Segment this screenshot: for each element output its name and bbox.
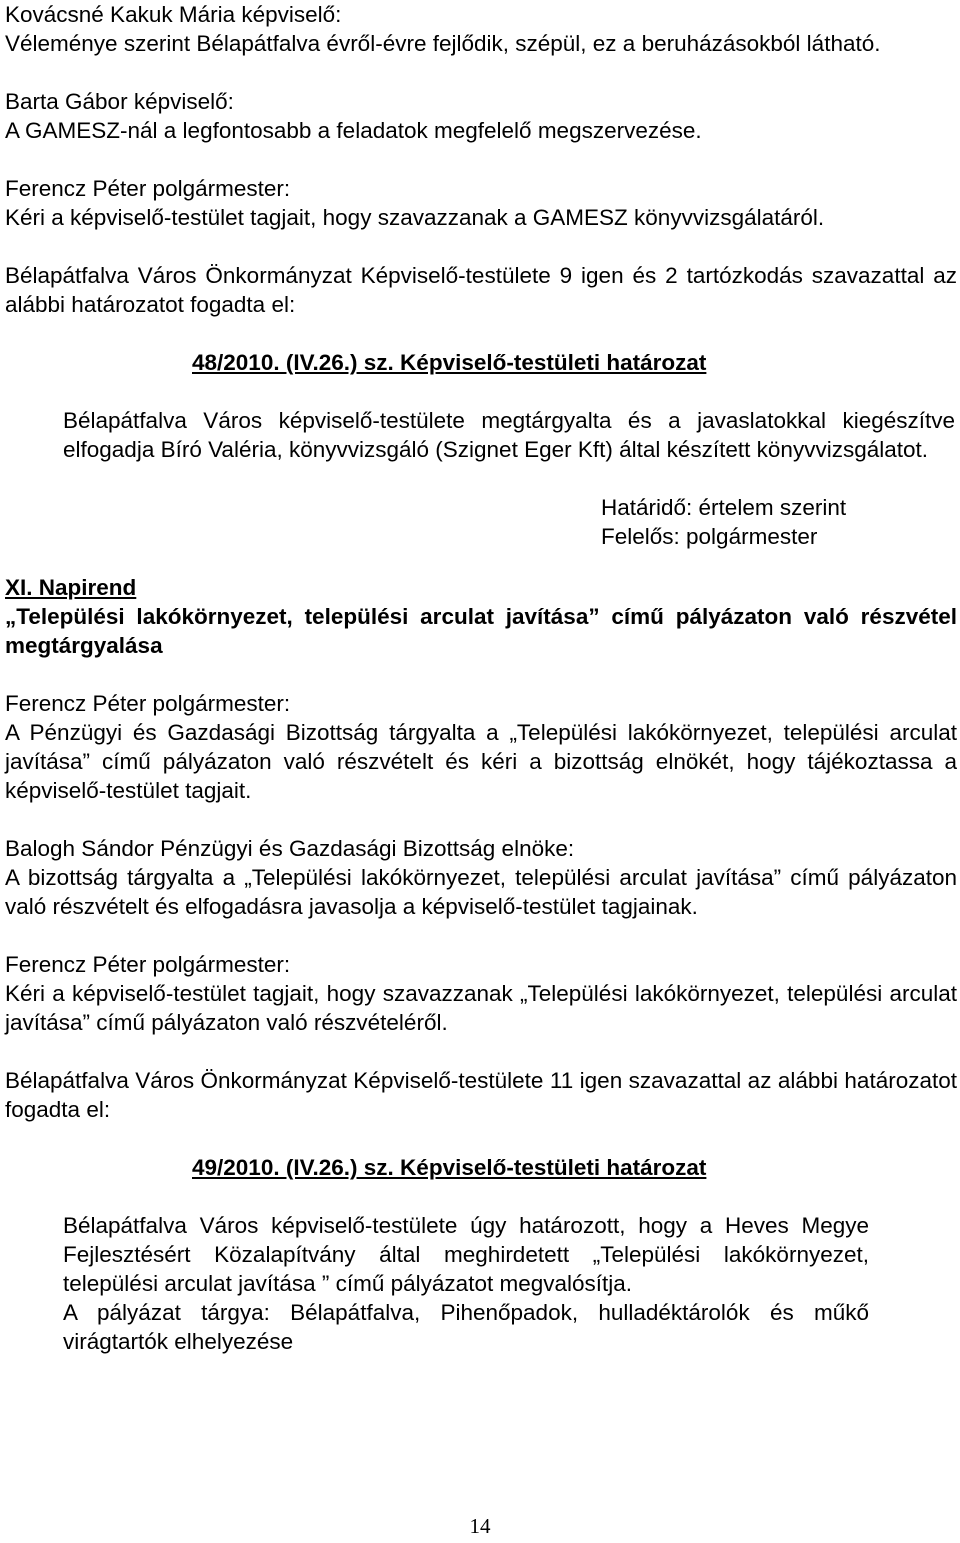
paragraph-gap (5, 921, 957, 950)
document-page (5, 0, 957, 1356)
paragraph-gap (5, 145, 957, 174)
paragraph-gap (5, 464, 957, 493)
speaker-line: Barta Gábor képviselő: (5, 89, 234, 114)
paragraph-gap (5, 58, 957, 87)
page-number: 14 (469, 1514, 491, 1538)
paragraph-gap (5, 805, 957, 834)
statement-text: Kéri a képviselő-testület tagjait, hogy szavazzanak a GAMESZ könyvvizsgálatáról. (5, 205, 825, 230)
paragraph-gap (5, 232, 957, 261)
agenda-number (5, 573, 957, 602)
paragraph-gap (5, 1124, 957, 1153)
resolution-responsible: Felelős: polgármester (601, 524, 818, 549)
statement-text: Véleménye szerint Bélapátfalva évről-évre fejlődik, szépül, ez a beruházásokból látható. (5, 31, 881, 56)
agenda-number-text: XI. Napirend (5, 575, 137, 600)
paragraph-gap (5, 660, 957, 689)
resolution-deadline: Határidő: értelem szerint (601, 495, 847, 520)
resolution-body: Bélapátfalva Város képviselő-testülete úgy határozott, hogy a Heves Megye Fejlesztésért Közalapítvány által meghirdetett „Települési lakókörnyezet, települési arculat javítása ” című pályázatot megvalósítja. (63, 1213, 869, 1296)
paragraph-gap (5, 551, 957, 573)
vote-statement: Bélapátfalva Város Önkormányzat Képviselő-testülete 11 igen szavazattal az alábbi határozatot fogadta el: (5, 1068, 957, 1122)
vote-statement: Bélapátfalva Város Önkormányzat Képviselő-testülete 9 igen és 2 tartózkodás szavazattal az alábbi határozatot fogadta el: (5, 263, 957, 317)
paragraph-gap (5, 377, 957, 406)
speaker-line: Balogh Sándor Pénzügyi és Gazdasági Bizottság elnöke: (5, 836, 575, 861)
speaker-line: Ferencz Péter polgármester: (5, 691, 291, 716)
statement-text: Kéri a képviselő-testület tagjait, hogy szavazzanak „Települési lakókörnyezet, települési arculat javítása” című pályázaton való részvételéről. (5, 981, 957, 1035)
resolution-title: 48/2010. (IV.26.) sz. Képviselő-testületi határozat (192, 350, 707, 375)
resolution-body: Bélapátfalva Város képviselő-testülete megtárgyalta és a javaslatokkal kiegészítve elfogadja Bíró Valéria, könyvvizsgáló (Szignet Eger Kft) által készített könyvvizsgálatot. (63, 408, 955, 462)
statement-text: A GAMESZ-nál a legfontosabb a feladatok megfelelő megszervezése. (5, 118, 702, 143)
statement-text: A Pénzügyi és Gazdasági Bizottság tárgyalta a „Települési lakókörnyezet, települési arculat javítása” című pályázaton való részvételt és kéri a bizottság elnökét, hogy tájékoztassa a képviselő-testület tagjait. (5, 720, 957, 803)
paragraph-gap (5, 319, 957, 348)
resolution-subject: A pályázat tárgya: Bélapátfalva, Pihenőpadok, hulladéktárolók és műkő virágtartók elhelyezése (63, 1300, 869, 1354)
statement-text: A bizottság tárgyalta a „Települési lakókörnyezet, települési arculat javítása” című pályázaton való részvételt és elfogadásra javasolja a képviselő-testület tagjainak. (5, 865, 957, 919)
paragraph-gap (5, 1182, 957, 1211)
speaker-line: Kovácsné Kakuk Mária képviselő: (5, 2, 342, 27)
paragraph-gap (5, 1037, 957, 1066)
speaker-line: Ferencz Péter polgármester: (5, 952, 291, 977)
resolution-title: 49/2010. (IV.26.) sz. Képviselő-testületi határozat (192, 1155, 707, 1180)
speaker-line: Ferencz Péter polgármester: (5, 176, 291, 201)
agenda-title: „Települési lakókörnyezet, települési arculat javítása” című pályázaton való részvétel megtárgyalása (5, 604, 957, 658)
